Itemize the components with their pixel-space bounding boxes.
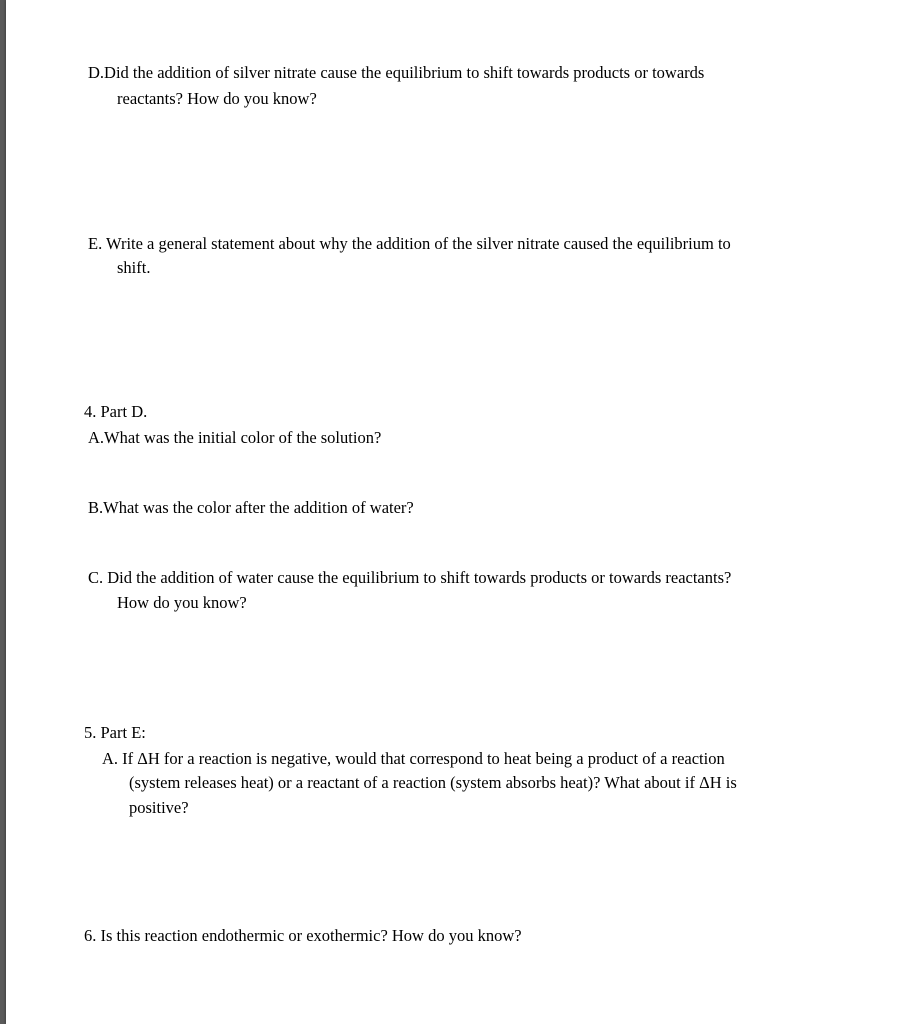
question-4a: A.What was the initial color of the solution? bbox=[88, 428, 382, 447]
question-e-line-2: shift. bbox=[117, 258, 151, 277]
question-5a-line-2: (system releases heat) or a reactant of a reaction (system absorbs heat)? What about if ΔH is bbox=[129, 773, 737, 792]
section-4-heading: 4. Part D. bbox=[84, 402, 148, 421]
question-d-line-1: D.Did the addition of silver nitrate cause the equilibrium to shift towards products or towards bbox=[88, 63, 705, 82]
document-page bbox=[6, 0, 923, 1024]
question-5a-line-3: positive? bbox=[129, 798, 189, 817]
question-d-line-2: reactants? How do you know? bbox=[117, 89, 317, 108]
section-5-heading: 5. Part E: bbox=[84, 723, 146, 742]
question-6: 6. Is this reaction endothermic or exothermic? How do you know? bbox=[84, 926, 522, 945]
question-4c-line-2: How do you know? bbox=[117, 593, 247, 612]
question-5a-line-1: A. If ΔH for a reaction is negative, would that correspond to heat being a product of a reaction bbox=[102, 749, 725, 768]
question-4b: B.What was the color after the addition of water? bbox=[88, 498, 414, 517]
question-4c-line-1: C. Did the addition of water cause the equilibrium to shift towards products or towards reactants? bbox=[88, 568, 732, 587]
question-e-line-1: E. Write a general statement about why the addition of the silver nitrate caused the equilibrium to bbox=[88, 234, 731, 253]
